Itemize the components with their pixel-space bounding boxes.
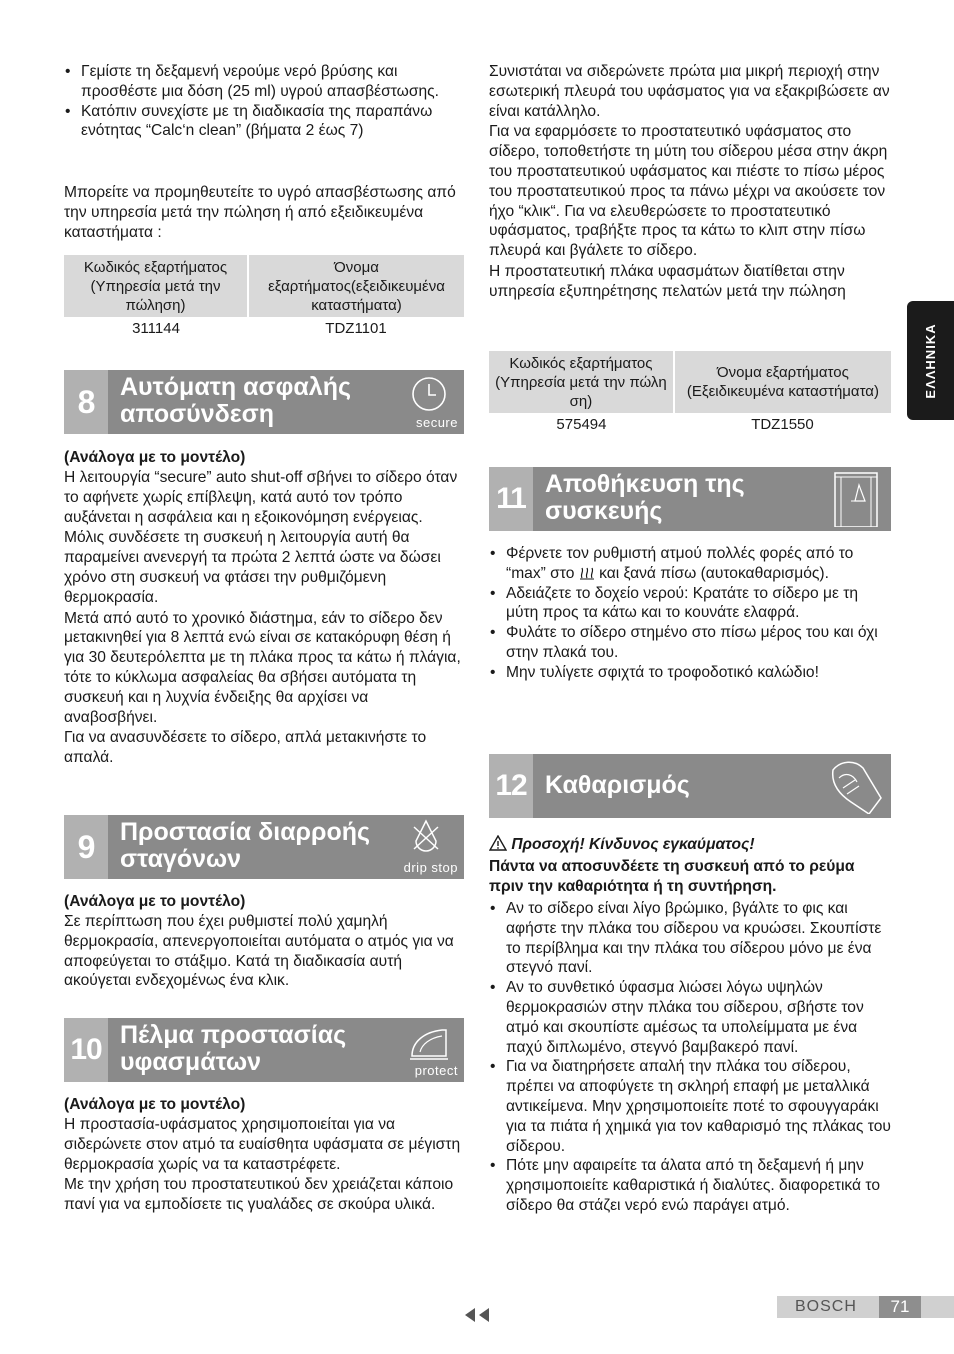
drip-icon bbox=[388, 819, 458, 875]
steam-symbol-icon bbox=[579, 566, 595, 580]
list-item: • Πότε μην αφαιρείτε τα άλατα από τη δεξαμενή ή μην χρησιμοποιείτε καθαριστικά ή διαλύτες. διαφορετικά το σίδερο θα στάζει νερό ενώ παράγει ατμό. bbox=[489, 1156, 891, 1215]
protect-plate-text bbox=[489, 62, 891, 303]
table-header: Κωδικός εξαρτήματος (Υπηρεσία μετά την πώλη ση) bbox=[489, 351, 674, 413]
paragraph: Η λειτουργία “secure” auto shut-off σβήνει το σίδερο όταν το αφήνετε χωρίς επίβλεψη, κατά αυτό τον τρόπο αυξάνεται η ασφάλεια και η εξοικονόμηση ενέργειας. bbox=[64, 469, 458, 526]
paragraph: Για να ανασυνδέσετε το σίδερο, απλά μετακινήστε το απαλά. bbox=[64, 729, 427, 767]
paragraph: Η προστασία-υφάσματος χρησιμοποιείται για να σιδερώνετε στον ατμό τα ευαίσθητα υφάσματα σε μέγιστη θερμοκρασία χωρίς να τα καταστρέφετε. bbox=[64, 1116, 461, 1173]
section-title: Προστασία διαρροής σταγόνων bbox=[120, 818, 371, 873]
list-item-text: Φέρνετε τον ρυθμιστή ατμού πολλές φορές από το “max” στο bbox=[506, 545, 854, 582]
section-10-header bbox=[64, 1018, 464, 1082]
paragraph: Μετά από αυτό το χρονικό διάστημα, εάν το σίδερο δεν μετακινηθεί για 8 λεπτά ενώ είναι σε κατακόρυφη θέση ή για 30 δευτερόλεπτα με τη πλάκα προς τα κάτω ή πλάγια, τότε το κύκλωμα ασφαλείας θα σβήσει αυτόματα τη συσκευή και η λυχνία ένδειξης θα αρχίσει να αναβοσβήνει. bbox=[64, 609, 461, 726]
section-11-header bbox=[489, 467, 891, 531]
paragraph: Συνιστάται να σιδερώνετε πρώτα μια μικρή περιοχή στην εσωτερική πλευρά του υφάσματος για να εξακριβώσετε αν είναι κατάλληλο. bbox=[489, 63, 890, 120]
paragraph: Με την χρήση του προστατευτικού δεν χρειάζεται κάποιο πανί για να εμποδίσετε τις γυαλάδες σε σκούρα υλικά. bbox=[64, 1176, 454, 1214]
icon-label: drip stop bbox=[403, 860, 458, 875]
section-8-body bbox=[64, 468, 464, 769]
bold-instruction: Πάντα να αποσυνδέετε τη συσκευή από το ρεύμα πριν την καθαριότητα ή τη συντήρηση. bbox=[489, 858, 855, 895]
language-tab-label: ΕΛΛΗΝΙΚΑ bbox=[922, 322, 938, 399]
iron-soleplate-icon bbox=[398, 1022, 458, 1078]
list-item: • Αν το σίδερο είναι λίγο βρώμικο, βγάλτε το φις και αφήστε την πλάκα του σίδερου να κρυώσει. Σκουπίστε το περίβλημα και την πλάκα του σίδερου μόνο με ένα στεγνό πανί. bbox=[489, 899, 891, 978]
list-item: • Αδειάζετε το δοχείο νερού: Κρατάτε το σίδερο με τη μύτη προς τα κάτω και το κουνάτε ελαφρά. bbox=[489, 584, 891, 624]
parts-table-2 bbox=[489, 351, 891, 436]
list-item: • Αν το συνθετικό ύφασμα λιώσει λόγω υψηλών θερμοκρασιών στην πλάκα του σίδερου, σβήστε τον ατμό και σκουπίστε αμέσως τα υπολείμματα με ένα παχύ διπλωμένο, στεγνό βαμβακερό πανί. bbox=[489, 978, 891, 1057]
list-item: • Μην τυλίγετε σφιχτά το τροφοδοτικό καλώδιο! bbox=[489, 663, 891, 683]
list-item: • Γεμίστε τη δεξαμενή νερούμε νερό βρύσης και προσθέστε μια δόση (25 ml) υγρού απασβέστωσης. bbox=[64, 62, 464, 102]
paragraph: Μόλις συνδέσετε τη συσκευή η λειτουργία αυτή θα παραμείνει ανενεργή τα πρώτα 2 λεπτά ώστε να δώσει χρόνο στη συσκευή να φτάσει την ρυθμιζόμενη θερμοκρασία. bbox=[64, 529, 441, 606]
clock-icon bbox=[398, 374, 458, 430]
table-header: Όνομα εξαρτήματος (Εξειδικευμένα καταστήματα) bbox=[674, 351, 891, 413]
section-number: 10 bbox=[64, 1018, 108, 1082]
table-cell: 575494 bbox=[556, 416, 607, 433]
list-item: • Κατόπιν συνεχίστε με τη διαδικασία της παραπάνω ενότητας “Calc‘n clean” (βήματα 2 έως 7) bbox=[64, 102, 464, 142]
model-note: (Ανάλογα με το μοντέλο) bbox=[64, 1096, 246, 1113]
list-item: • Φυλάτε το σίδερο στημένο στο πίσω μέρος του και όχι στην πλακά του. bbox=[489, 623, 891, 663]
list-item: • Για να διατηρήσετε απαλή την πλάκα του σίδερου, πρέπει να αποφύγετε τη σκληρή επαφή με μεταλλικά αντικείμενα. Μην χρησιμοποιείτε ποτέ το σφουγγαράκι για τα πιάτα ή χημικά για τον καθαρισμό της πλάκας του σίδερου. bbox=[489, 1057, 891, 1156]
table-cell: 311144 bbox=[132, 320, 180, 337]
paragraph: Σε περίπτωση που έχει ρυθμιστεί πολύ χαμηλή θερμοκρασία, απενεργοποιείται αυτόματα ο ατμός για να αποφεύγεται το στάξιμο. Κατά τη διαδικασία αυτή ακούγεται ενδεχομένως ένα κλικ. bbox=[64, 913, 454, 990]
table-header: Όνομα εξαρτήματος(εξειδικευμένα καταστήματα) bbox=[248, 255, 464, 317]
warning-triangle-icon bbox=[489, 835, 507, 851]
list-item bbox=[489, 544, 891, 584]
parts-table-1 bbox=[64, 255, 464, 340]
storage-cabinet-icon bbox=[825, 471, 885, 527]
decalc-bullets bbox=[64, 62, 464, 141]
section-number: 8 bbox=[64, 370, 108, 434]
section-title: Καθαρισμός bbox=[545, 771, 690, 799]
section-9-header bbox=[64, 815, 464, 879]
paragraph: Η προστατευτική πλάκα υφασμάτων διατίθεται στην υπηρεσία εξυπηρέτησης πελατών μετά την πώληση bbox=[489, 262, 846, 300]
table-cell: TDZ1550 bbox=[751, 416, 814, 433]
warning-line bbox=[489, 835, 891, 855]
model-note: (Ανάλογα με το μοντέλο) bbox=[64, 449, 246, 466]
icon-label: secure bbox=[415, 415, 458, 430]
section-8-header bbox=[64, 370, 464, 434]
section-10-body bbox=[64, 1115, 464, 1216]
double-left-arrow-icon[interactable] bbox=[463, 1307, 493, 1323]
storage-bullets bbox=[489, 544, 891, 683]
section-number: 12 bbox=[489, 754, 533, 818]
table-header: Κωδικός εξαρτήματος (Υπηρεσία μετά την πώληση) bbox=[64, 255, 248, 317]
paragraph: Μπορείτε να προμηθευτείτε το υγρό απασβέστωσης από την υπηρεσία μετά την πώληση ή από εξειδικευμένα καταστήματα : bbox=[64, 184, 456, 241]
section-title: Αυτόματη ασφαλής αποσύνδεση bbox=[120, 373, 351, 428]
list-item-text: και ξανά πίσω (αυτοκαθαρισμός). bbox=[599, 564, 829, 582]
page-number: 71 bbox=[879, 1296, 921, 1318]
section-title: Πέλμα προστασίας υφασμάτων bbox=[120, 1021, 347, 1076]
section-12-header bbox=[489, 754, 891, 818]
section-title: Αποθήκευση της συσκευής bbox=[545, 470, 745, 525]
section-number: 11 bbox=[489, 467, 533, 531]
cleaning-cloth-icon bbox=[825, 758, 885, 814]
table-cell: TDZ1101 bbox=[325, 320, 387, 337]
brand-name: BOSCH bbox=[795, 1298, 857, 1315]
icon-label: protect bbox=[414, 1063, 458, 1078]
model-note: (Ανάλογα με το μοντέλο) bbox=[64, 893, 246, 910]
warning-text: Προσοχή! Κίνδυνος εγκαύματος! bbox=[511, 836, 755, 853]
language-tab bbox=[907, 301, 954, 420]
paragraph: Για να εφαρμόσετε το προστατευτικό υφάσματος στο σίδερο, τοποθετήστε τη μύτη του σίδερου μέσα στην άκρη του προστατευτικού υφάσματος και πιέστε το πίσω μέρος του προστατευτικού προς τα πάνω μέχρι να ακούσετε τον ήχο “κλικ“. Για να ελευθερώσετε το προστατευτικό υφάσματος, τραβήξτε προς τα κάτω το κλιπ στην πίσω πλευρά και βγάλετε το σίδερο. bbox=[489, 123, 888, 260]
section-number: 9 bbox=[64, 815, 108, 879]
cleaning-bullets bbox=[489, 899, 891, 1216]
